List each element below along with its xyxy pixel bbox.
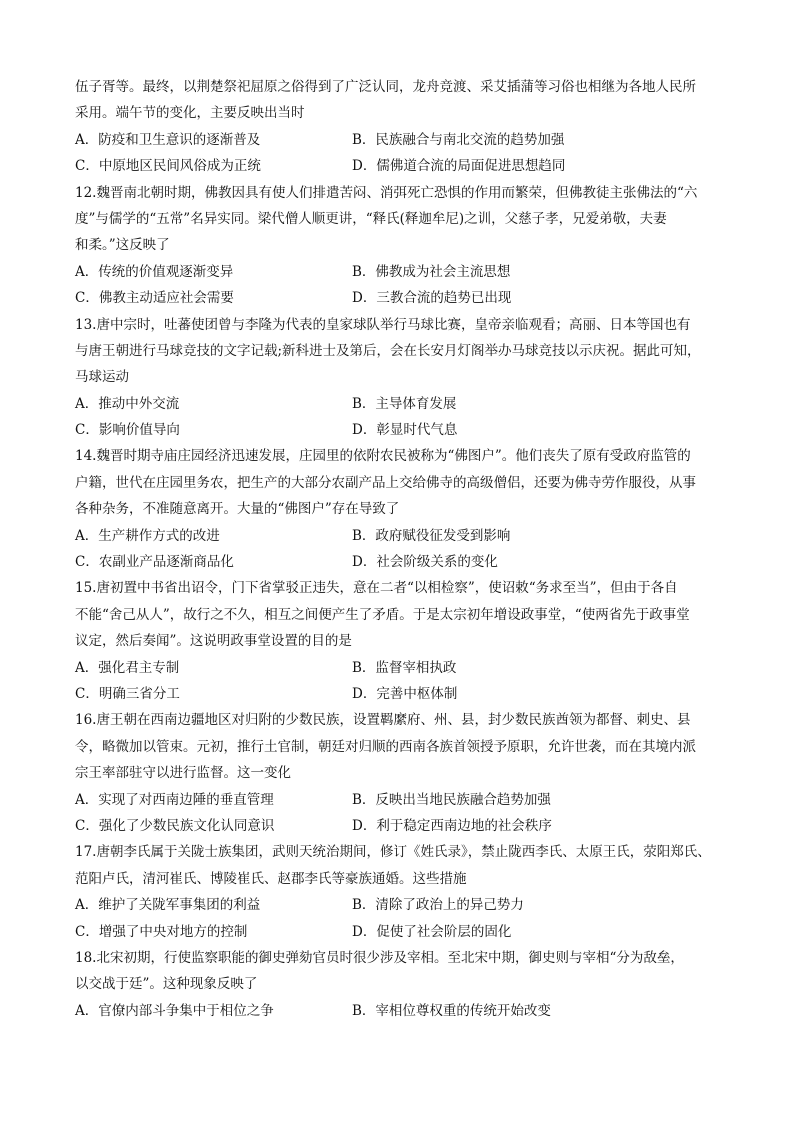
question-stem: 18.北宋初期，行使监察职能的御史弹劾官员时很少涉及宰相。至北宋中期，御史则与宰相“分为敌垒， <box>75 949 684 966</box>
question-stem: 议定，然后奏闻”。这说明政事堂设置的目的是 <box>75 633 352 650</box>
option-row <box>75 391 727 417</box>
question-stem: 令，略微加以管束。元初，推行土官制，朝廷对归顺的西南各族首领授予原职，允许世袭，而在其境内派 <box>75 738 696 755</box>
option-d[interactable]: D．利于稳定西南边地的社会秩序 <box>352 817 552 834</box>
question-stem: 12.魏晋南北朝时期，佛教因具有使人们排遣苦闷、消弭死亡恐惧的作用而繁荣，但佛教徒主张佛法的“六 <box>75 184 698 201</box>
option-a[interactable]: A．推动中外交流 <box>75 395 180 412</box>
exam-page <box>75 74 727 1024</box>
option-row <box>75 787 727 813</box>
question-17 <box>75 839 727 945</box>
question-16 <box>75 707 727 839</box>
continued-passage <box>75 74 727 127</box>
question-stem: 以交战于廷”。这种现象反映了 <box>75 976 258 993</box>
question-18 <box>75 945 727 1024</box>
option-c[interactable]: C．农副业产品逐渐商品化 <box>75 554 234 571</box>
option-row <box>75 655 727 681</box>
question-stem: 范阳卢氏，清河崔氏、博陵崔氏、赵郡李氏等豪族通婚。这些措施 <box>75 870 467 887</box>
option-a[interactable]: A．实现了对西南边陲的垂直管理 <box>75 791 274 808</box>
option-c[interactable]: C．佛教主动适应社会需要 <box>75 290 234 307</box>
option-b[interactable]: B．政府赋役征发受到影响 <box>352 527 511 544</box>
question-stem: 度”与儒学的“五常”名异实同。梁代僧人顺更讲，“释氏(释迦牟尼)之训，父慈子孝，兄爱弟敬，夫妻 <box>75 210 667 227</box>
option-b[interactable]: B．监督宰相执政 <box>352 659 457 676</box>
option-d[interactable]: D．促使了社会阶层的固化 <box>352 923 512 940</box>
question-stem: 15.唐初置中书省出诏令，门下省掌驳正违失，意在二者“以相检察”，使诏敕“务求至当”，但由于各自 <box>75 580 678 597</box>
option-row <box>75 813 727 839</box>
option-row <box>75 523 727 549</box>
question-11-options <box>75 127 727 180</box>
option-c[interactable]: C．强化了少数民族文化认同意识 <box>75 817 275 834</box>
option-a[interactable]: A．强化君主专制 <box>75 659 180 676</box>
option-a[interactable]: A．维护了关陇军事集团的利益 <box>75 897 261 914</box>
option-row <box>75 127 727 153</box>
option-c[interactable]: C．增强了中央对地方的控制 <box>75 923 248 940</box>
option-d[interactable]: D．完善中枢体制 <box>352 685 458 702</box>
question-stem: 不能“舍己从人”，故行之不久，相互之间便产生了矛盾。于是太宗初年增设政事堂，“使两省先于政事堂 <box>75 606 690 623</box>
option-a[interactable]: A．防疫和卫生意识的逐渐普及 <box>75 131 261 148</box>
option-c[interactable]: C．明确三省分工 <box>75 685 180 702</box>
question-stem: 14.魏晋时期寺庙庄园经济迅速发展，庄园里的依附农民被称为“佛图户”。他们丧失了原有受政府监管的 <box>75 448 691 465</box>
option-b[interactable]: B．反映出当地民族融合趋势加强 <box>352 791 551 808</box>
option-row <box>75 285 727 311</box>
passage-line: 采用。端午节的变化，主要反映出当时 <box>75 105 305 122</box>
option-b[interactable]: B．民族融合与南北交流的趋势加强 <box>352 131 565 148</box>
option-b[interactable]: B．宰相位尊权重的传统开始改变 <box>352 1002 551 1019</box>
question-12 <box>75 180 727 312</box>
option-a[interactable]: A．生产耕作方式的改进 <box>75 527 220 544</box>
option-row <box>75 549 727 575</box>
option-b[interactable]: B．主导体育发展 <box>352 395 457 412</box>
question-stem: 户籍，世代在庄园里务农，把生产的大部分农副产品上交给佛寺的高级僧侣，还要为佛寺劳作服役，从事 <box>75 474 696 491</box>
option-d[interactable]: D．彰显时代气息 <box>352 422 458 439</box>
option-a[interactable]: A．传统的价值观逐渐变异 <box>75 263 234 280</box>
option-row <box>75 259 727 285</box>
question-stem: 与唐王朝进行马球竞技的文字记载;新科进士及第后，会在长安月灯阁举办马球竞技以示庆祝。据此可知， <box>75 342 701 359</box>
option-a[interactable]: A．官僚内部斗争集中于相位之争 <box>75 1002 274 1019</box>
question-stem: 16.唐王朝在西南边疆地区对归附的少数民族，设置羁縻府、州、县，封少数民族酋领为都督、刺史、县 <box>75 712 691 729</box>
option-row <box>75 892 727 918</box>
question-stem: 13.唐中宗时，吐蕃使团曾与李隆为代表的皇家球队举行马球比赛，皇帝亲临观看；高丽、日本等国也有 <box>75 316 691 333</box>
question-13 <box>75 312 727 444</box>
option-row <box>75 153 727 179</box>
option-c[interactable]: C．影响价值导向 <box>75 422 180 439</box>
question-15 <box>75 575 727 707</box>
question-14 <box>75 443 727 575</box>
option-d[interactable]: D．社会阶级关系的变化 <box>352 554 498 571</box>
passage-line: 伍子胥等。最终，以荆楚祭祀屈原之俗得到了广泛认同，龙舟竞渡、采艾插蒲等习俗也相继为各地人民所 <box>75 79 696 95</box>
option-d[interactable]: D．三教合流的趋势已出现 <box>352 290 512 307</box>
option-row <box>75 998 727 1024</box>
option-c[interactable]: C．中原地区民间风俗成为正统 <box>75 158 261 175</box>
option-b[interactable]: B．清除了政治上的异己势力 <box>352 897 524 914</box>
question-stem: 17.唐朝李氏属于关陇士族集团，武则天统治期间，修订《姓氏录》，禁止陇西李氏、太原王氏，荥阳郑氏、 <box>75 844 711 861</box>
question-stem: 和柔。”这反映了 <box>75 237 170 254</box>
question-stem: 马球运动 <box>75 369 129 386</box>
question-stem: 各种杂务，不准随意离开。大量的“佛图户”存在导致了 <box>75 501 400 518</box>
option-row <box>75 417 727 443</box>
option-row <box>75 681 727 707</box>
question-stem: 宗王率部驻守以进行监督。这一变化 <box>75 765 291 782</box>
option-row <box>75 919 727 945</box>
option-d[interactable]: D．儒佛道合流的局面促进思想趋同 <box>352 158 566 175</box>
option-b[interactable]: B．佛教成为社会主流思想 <box>352 263 511 280</box>
